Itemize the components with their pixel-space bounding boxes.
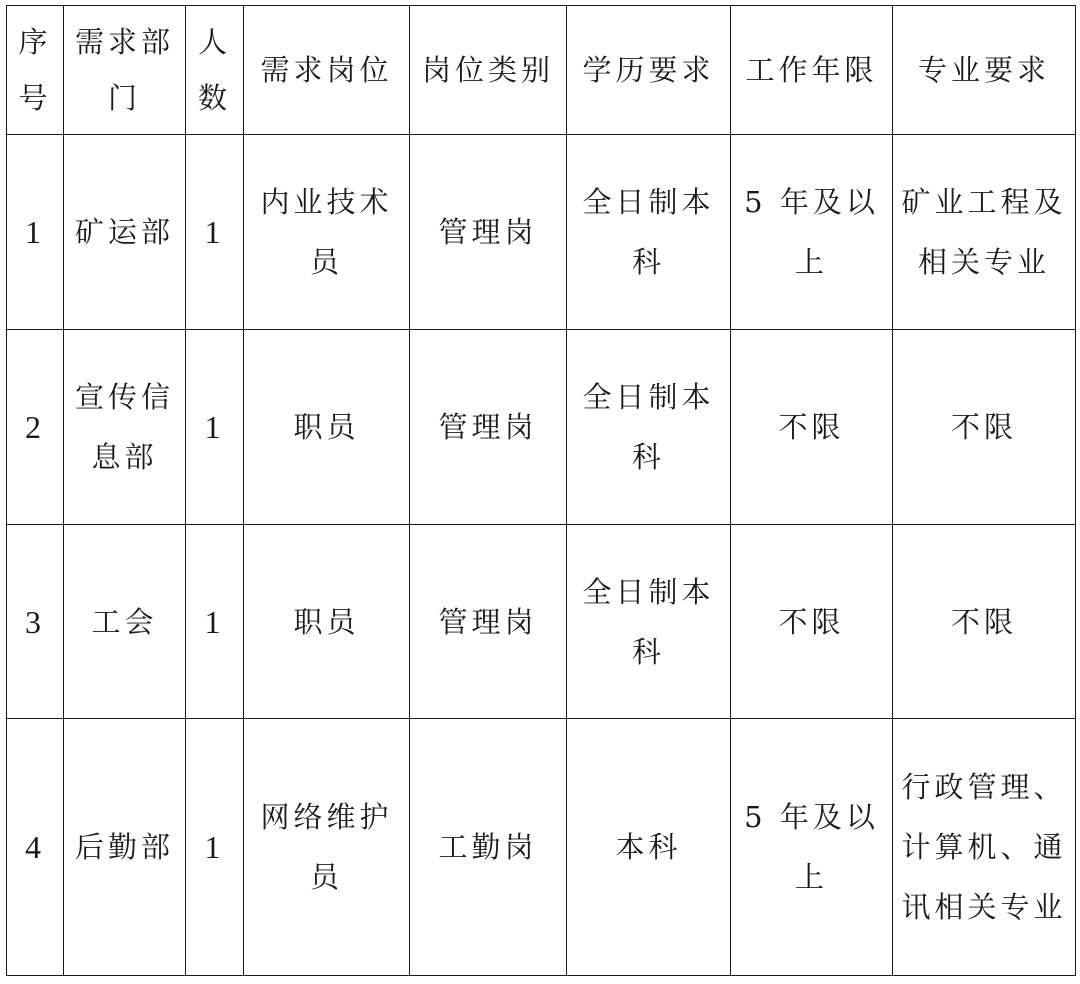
table-cell-experience: 不限	[731, 330, 893, 525]
table-cell-major: 行政管理、计算机、通讯相关专业	[893, 719, 1076, 976]
header-cell-department: 需求部门	[64, 6, 186, 135]
table-cell-department: 后勤部	[64, 719, 186, 976]
header-cell-experience: 工作年限	[731, 6, 893, 135]
table-row	[7, 525, 1076, 719]
table-cell-experience: 不限	[731, 525, 893, 719]
table-cell-headcount: 1	[186, 525, 244, 719]
table-cell-department: 宣传信息部	[64, 330, 186, 525]
table-cell-index: 1	[7, 135, 64, 330]
table-cell-experience: 5 年及以上	[731, 135, 893, 330]
table-cell-major: 不限	[893, 525, 1076, 719]
table-cell-position: 内业技术员	[244, 135, 410, 330]
header-cell-education: 学历要求	[567, 6, 731, 135]
header-cell-headcount: 人数	[186, 6, 244, 135]
table-cell-major: 矿业工程及相关专业	[893, 135, 1076, 330]
table-cell-index: 4	[7, 719, 64, 976]
table-cell-headcount: 1	[186, 330, 244, 525]
header-cell-position-category: 岗位类别	[410, 6, 567, 135]
table-cell-position-category: 工勤岗	[410, 719, 567, 976]
table-cell-position: 职员	[244, 525, 410, 719]
table-cell-position: 网络维护员	[244, 719, 410, 976]
table-cell-education: 本科	[567, 719, 731, 976]
recruitment-table	[6, 5, 1076, 976]
table-row	[7, 135, 1076, 330]
table-cell-index: 3	[7, 525, 64, 719]
table-cell-education: 全日制本科	[567, 330, 731, 525]
table-row	[7, 330, 1076, 525]
table-cell-position-category: 管理岗	[410, 135, 567, 330]
header-cell-major: 专业要求	[893, 6, 1076, 135]
table-row	[7, 719, 1076, 976]
header-cell-position: 需求岗位	[244, 6, 410, 135]
table-cell-experience: 5 年及以上	[731, 719, 893, 976]
header-cell-index: 序号	[7, 6, 64, 135]
table-cell-position-category: 管理岗	[410, 525, 567, 719]
header-row	[7, 6, 1076, 135]
table-cell-index: 2	[7, 330, 64, 525]
table-cell-education: 全日制本科	[567, 135, 731, 330]
table-cell-department: 工会	[64, 525, 186, 719]
table-cell-education: 全日制本科	[567, 525, 731, 719]
table-cell-position-category: 管理岗	[410, 330, 567, 525]
table-cell-position: 职员	[244, 330, 410, 525]
table-cell-headcount: 1	[186, 719, 244, 976]
table-cell-headcount: 1	[186, 135, 244, 330]
table-cell-major: 不限	[893, 330, 1076, 525]
table-cell-department: 矿运部	[64, 135, 186, 330]
